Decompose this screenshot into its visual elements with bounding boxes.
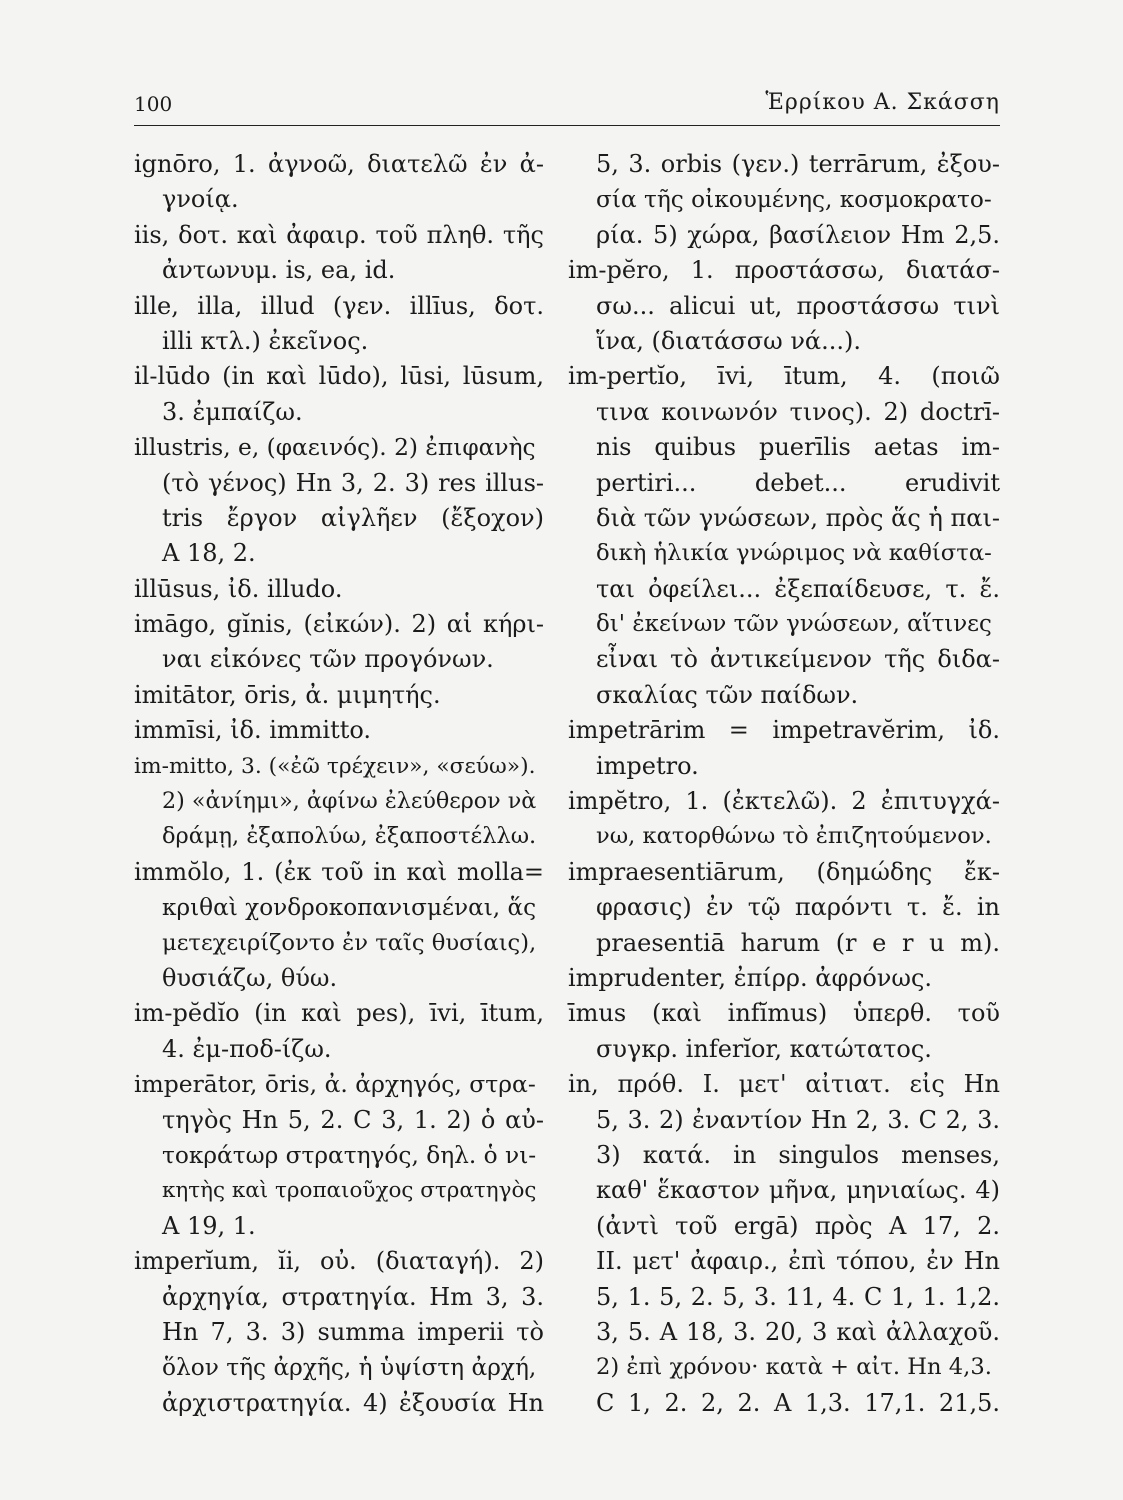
text-line: (τὸ γένος) Hn 3, 2. 3) res illus-: [162, 468, 544, 497]
text-line: ὅλον τῆς ἀρχῆς, ἡ ὑψίστη ἀρχή,: [162, 1354, 537, 1382]
text-line: ται ὀφείλει... ἐξεπαίδευσε, τ. ἔ.: [596, 574, 1000, 603]
text-line: ἀρχηγία, στρατηγία. Hm 3, 3.: [162, 1282, 544, 1311]
text-line: ille, illa, illud (γεν. illīus, δοτ.: [134, 291, 544, 320]
text-line: imperātor, ōris, ἀ. ἀρχηγός, στρα-: [134, 1070, 536, 1099]
text-line: immīsi, ἰδ. immitto.: [134, 716, 372, 745]
text-line: μετεχειρίζοντο ἐν ταῖς θυσίαις),: [162, 929, 537, 956]
text-line: διὰ τῶν γνώσεων, πρὸς ἅς ἡ παι-: [596, 503, 1000, 532]
text-line: impetro.: [596, 751, 699, 780]
text-line: ἀντωνυμ. is, ea, id.: [162, 256, 396, 285]
text-line: 5, 3. 2) ἐναντίον Hn 2, 3. C 2, 3.: [596, 1105, 1000, 1134]
page-header: [134, 86, 1000, 116]
text-line: ρία. 5) χώρα, βασίλειον Hm 2,5.: [596, 220, 1000, 249]
text-line: īmus (καὶ infĭmus) ὑπερθ. τοῦ: [568, 999, 1000, 1028]
text-line: κητὴς καὶ τροπαιοῦχος στρατηγὸς: [162, 1178, 537, 1204]
text-line: illi κτλ.) ἐκεῖνος.: [162, 326, 369, 355]
text-line: 3, 5. A 18, 3. 20, 3 καὶ ἀλλαχοῦ.: [596, 1317, 1000, 1346]
left-column: [134, 147, 544, 1421]
text-line: in, πρόθ. I. μετ' αἰτιατ. εἰς Hn: [568, 1070, 1000, 1099]
text-line: (ἀντὶ τοῦ ergā) πρὸς A 17, 2.: [596, 1211, 1000, 1240]
text-line: 5, 1. 5, 2. 5, 3. 11, 4. C 1, 1. 1,2.: [596, 1282, 1000, 1311]
text-line: καθ' ἕκαστον μῆνα, μηνιαίως. 4): [596, 1176, 1000, 1205]
text-line: im-mitto, 3. («ἐῶ τρέχειν», «σεύω»).: [134, 753, 536, 779]
text-line: ἵνα, (διατάσσω νά...).: [596, 326, 862, 355]
text-line: φρασις) ἐν τῷ παρόντι τ. ἔ. in: [596, 893, 1000, 922]
text-line: praesentiā harum (r e r u m).: [596, 928, 1000, 957]
text-line: σία τῆς οἰκουμένης, κοσμοκρατο-: [596, 186, 992, 214]
text-line: δικὴ ἡλικία γνώριμος νὰ καθίστα-: [596, 540, 992, 567]
header-rule: [134, 125, 1000, 126]
text-line: ignōro, 1. ἀγνοῶ, διατελῶ ἐν ἀ-: [134, 150, 544, 178]
text-line: θυσιάζω, θύω.: [162, 963, 338, 992]
text-line: im-pertĭo, īvi, ītum, 4. (ποιῶ: [568, 362, 1000, 391]
right-column: [568, 147, 1000, 1421]
text-line: im-pĕdĭo (in καὶ pes), īvi, ītum,: [134, 999, 544, 1028]
running-head: Ἑρρίκου Α. Σκάσση: [765, 90, 1000, 115]
text-line: il-lūdo (in καὶ lūdo), lūsi, lūsum,: [134, 362, 544, 391]
text-line: impraesentiārum, (δημώδης ἔκ-: [568, 857, 1000, 886]
text-line: illūsus, ἰδ. illudo.: [134, 574, 343, 603]
text-line: κριθαὶ χονδροκοπανισμέναι, ἅς: [162, 894, 537, 922]
text-line: ναι εἰκόνες τῶν προγόνων.: [162, 645, 494, 674]
text-line: impetrārim = impetravĕrim, ἰδ.: [568, 716, 1000, 745]
text-line: nis quibus puerīlis aetas im-: [596, 433, 1000, 462]
text-line: συγκρ. inferĭor, κατώτατος.: [596, 1034, 932, 1063]
text-line: 2) ἐπὶ χρόνου· κατὰ + αἰτ. Hn 4,3.: [596, 1354, 992, 1381]
text-line: δι' ἐκείνων τῶν γνώσεων, αἵτινες: [596, 611, 992, 638]
text-line: imprudenter, ἐπίρρ. ἀφρόνως.: [568, 963, 933, 992]
text-line: σω... alicui ut, προστάσσω τινὶ: [596, 291, 1000, 320]
text-line: imitātor, ōris, ἀ. μιμητής.: [134, 680, 441, 709]
text-line: impĕtro, 1. (ἐκτελῶ). 2 ἐπιτυγχά-: [568, 787, 1000, 816]
text-line: A 19, 1.: [162, 1211, 256, 1240]
text-line: τηγὸς Hn 5, 2. C 3, 1. 2) ὁ αὐ-: [162, 1105, 544, 1134]
text-line: imperĭum, ĭi, οὐ. (διαταγή). 2): [134, 1247, 544, 1276]
text-line: illustris, e, (φαεινός). 2) ἐπιφανὴς: [134, 434, 536, 462]
text-line: 2) «ἀνίημι», ἀφίνω ἐλεύθερον νὰ: [162, 788, 537, 815]
text-line: τοκράτωρ στρατηγός, δηλ. ὁ νι-: [162, 1141, 537, 1169]
text-line: δράμῃ, ἐξαπολύω, ἐξαποστέλλω.: [162, 823, 537, 850]
text-line: II. μετ' ἀφαιρ., ἐπὶ τόπου, ἐν Hn: [596, 1247, 1000, 1276]
text-line: σκαλίας τῶν παίδων.: [596, 680, 859, 709]
text-line: νω, κατορθώνω τὸ ἐπιζητούμενον.: [596, 823, 992, 850]
text-line: immŏlo, 1. (ἐκ τοῦ in καὶ molla=: [134, 857, 544, 886]
text-line: ἀρχιστρατηγία. 4) ἐξουσία Hn: [162, 1388, 544, 1417]
text-line: 3) κατά. in singulos menses,: [596, 1140, 1000, 1169]
page-number: 100: [134, 92, 173, 116]
text-line: Hn 7, 3. 3) summa imperii τὸ: [162, 1317, 544, 1346]
text-line: 5, 3. orbis (γεν.) terrārum, ἐξου-: [596, 150, 1000, 178]
text-line: pertiri... debet... erudivit: [596, 468, 1000, 497]
text-line: imāgo, gĭnis, (εἰκών). 2) αἱ κήρι-: [134, 610, 544, 639]
text-line: A 18, 2.: [162, 539, 256, 568]
text-line: τινα κοινωνόν τινος). 2) doctrī-: [596, 397, 1000, 426]
text-line: γνοίᾳ.: [162, 185, 239, 214]
text-line: iis, δοτ. καὶ ἀφαιρ. τοῦ πληθ. τῆς: [134, 220, 544, 249]
text-line: εἶναι τὸ ἀντικείμενον τῆς διδα-: [596, 645, 1000, 674]
text-line: im-pĕro, 1. προστάσσω, διατάσ-: [568, 256, 1000, 285]
text-line: tris ἔργον αἰγλῆεν (ἔξοχον): [162, 503, 544, 532]
text-line: 3. ἐμπαίζω.: [162, 397, 303, 426]
text-line: C 1, 2. 2, 2. A 1,3. 17,1. 21,5.: [596, 1388, 1000, 1417]
text-line: 4. ἐμ-ποδ-ίζω.: [162, 1034, 332, 1063]
